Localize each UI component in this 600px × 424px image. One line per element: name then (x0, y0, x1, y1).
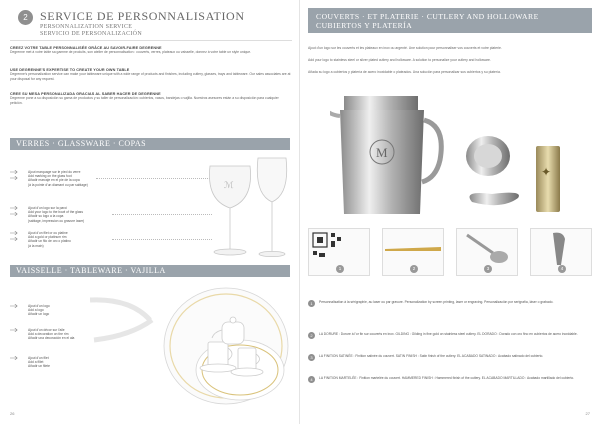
glass-feature-line: Ajout d'un logo sur la paroi (28, 206, 67, 210)
intro-en-heading: USE DEGRENNE'S EXPERTISE TO CREATE YOUR OWN TABLE (10, 68, 130, 72)
glass-feature-line: Add marking on the glass foot (28, 174, 72, 179)
arrow-icon (10, 231, 18, 235)
wine-glasses-illustration (196, 154, 292, 264)
arrow-icon (10, 237, 18, 241)
tableware-feature-line: Ajout d'un filet (28, 356, 49, 360)
thumb-hammered (530, 228, 592, 276)
tableware-feature-line: Añadir una decoración en el ala (28, 336, 75, 341)
legend-number: 2 (308, 332, 315, 339)
section-number-badge: 2 (18, 10, 33, 25)
arrow-icon (10, 328, 18, 332)
cutlery-intro-en: Add your logo to stainless steel or silver plated cutlery and holloware. A solution to personalize your cutlery and holloware. (308, 58, 491, 62)
glass-feature-line: Añadir su logo a la copa (28, 214, 64, 219)
cutlery-band-title: COUVERTS · ET PLATERIE · CUTLERY AND HOLLOWARE (316, 12, 539, 21)
legend-number: 1 (308, 300, 315, 307)
page-number-right: 27 (585, 411, 590, 416)
tableware-feature-line: Ajout d'un décor sur l'aile (28, 328, 65, 332)
glassware-band: VERRES · GLASSWARE · COPAS (10, 138, 290, 150)
cutlery-band-subtitle: CUBIERTOS Y PLATERÍA (316, 21, 413, 30)
qr-code-icon (309, 229, 369, 267)
thumb-number: 2 (410, 265, 418, 273)
tableware-feature-line: Add a decoration on the rim (28, 332, 69, 337)
glass-feature-line: (sablage, impression ou gravure laser) (28, 218, 85, 223)
tableware-feature-line: Add a fillet (28, 360, 44, 365)
page-subtitle-en: PERSONNALIZATION SERVICE (40, 24, 133, 30)
legend-text: LA FINITION MARTELÉE : Finition martelée du couvert. HAMMERED FINISH : Hammered finish of the cutlery. EL ACABADO MARTILLADO : Acabado martillado del cubierto. (319, 376, 575, 380)
thumb-number: 1 (336, 265, 344, 273)
page-number-left: 26 (10, 411, 15, 416)
thumb-gilding (382, 228, 444, 276)
cutlery-intro-fr: Ajout d'un logo sur les couverts et les plateaux en inox ou argenté. Une solution pour personnaliser vos couverts et votre platerie. (308, 46, 502, 50)
tableware-band: VAISSELLE · TABLEWARE · VAJILLA (10, 265, 290, 277)
glass-feature-line: Añadir marcaje en el pie de la copa (28, 178, 80, 183)
glass-feature-line: Ajout d'un filet or ou platine (28, 231, 68, 235)
legend-number: 3 (308, 354, 315, 361)
thumb-satin (456, 228, 518, 276)
cutlery-band (308, 8, 592, 33)
tableware-illustration (90, 280, 294, 410)
header-divider (10, 40, 292, 41)
etched-monogram-icon: ℳ (224, 180, 234, 190)
satin-spoon-icon (457, 229, 517, 267)
page-title: SERVICE DE PERSONNALISATION (40, 9, 245, 23)
finish-thumbnails (308, 228, 592, 276)
glass-feature-line: (à la main) (28, 243, 44, 248)
intro-en-body: Degrenne's personalization service can make your tableware unique with a wide range of products and finishes, including cutlery, glasses, trays and tableware. Our sales associates are at your disposal for any request. (10, 72, 291, 81)
gold-knife-icon (383, 229, 443, 267)
tableware-feature-line: Add a logo (28, 308, 44, 313)
intro-en (10, 68, 292, 81)
cutlery-intro-es: Añada su logo a cubiertos y platería de acero inoxidable o plateados. Una solución para personalizar sus cubiertos y su platería. (308, 70, 501, 74)
glass-feature-line: (à la pointe d'un diamant ou par sablage) (28, 182, 88, 187)
intro-fr (10, 46, 292, 55)
glass-feature-line: Añadir un filo de oro o platino (28, 239, 71, 244)
arrow-icon (10, 170, 18, 174)
page-subtitle-es: SERVICIO DE PERSONALIZACIÓN (40, 31, 142, 37)
tableware-feature-line: Añadir un filete (28, 364, 50, 369)
glass-feature-line: Ajout marquage sur le pied du verre (28, 170, 81, 174)
arrow-icon (10, 356, 18, 360)
legend-text: LA FINITION SATINÉE : Finition satinée du couvert. SATIN FINISH : Satin finish of the cutlery. EL ACABADO SATINADO : Acabado satinado del cubierto. (319, 354, 544, 358)
thumb-screen-print (308, 228, 370, 276)
arrow-icon (10, 176, 18, 180)
hammered-handle-icon (531, 229, 591, 267)
right-page (300, 0, 600, 424)
legend-number: 4 (308, 376, 315, 383)
engraved-crest-icon: ✦ (541, 165, 552, 179)
tableware-feature-line: Ajout d'un logo (28, 304, 50, 308)
intro-es (10, 92, 292, 105)
holloware-photo (330, 90, 580, 220)
intro-fr-heading: CREEZ VOTRE TABLE PERSONNALISÉE GRÂCE AU SAVOIR-FAIRE DEGRENNE (10, 46, 162, 50)
legend-text: Personnalisation à la sérigraphie, au laser ou par gravure. Personalization by screen printing, laser or engraving. Personalización por serigrafía, láser o grabado. (319, 300, 554, 304)
arrow-icon (10, 212, 18, 216)
engraved-monogram-icon: M (376, 145, 388, 160)
thumb-number: 3 (484, 265, 492, 273)
legend-text: LA DORURE : Dorure à l'or fin sur couverts en inox. GILDING : Gilding in fine gold on stainless steel cutlery. EL DORADO : Dorado con oro fino en cubiertos de acero inoxidable. (319, 332, 578, 336)
arrow-icon (10, 304, 18, 308)
glass-feature-line: Add your logo to the bowl of the glass (28, 210, 83, 215)
intro-es-heading: CREE SU MESA PERSONALIZADA GRACIAS AL SABER HACER DE DEGRENNE (10, 92, 161, 96)
arrow-icon (10, 206, 18, 210)
tableware-feature-line: Añadir un logo (28, 312, 50, 317)
thumb-number: 4 (558, 265, 566, 273)
glass-feature-line: Add a gold or platinum rim (28, 235, 67, 240)
intro-es-body: Degrenne pone a su disposición su gama de productos y su taller de personalización: cubiertos, vasos, bandejas o vajilla. Nuestros asesores están a su disposición para cualquier petición. (10, 96, 279, 105)
intro-fr-body: Degrenne met à votre table sa gamme de produits, son atelier de personnalisation : couverts, verres, plateaux ou vaisselle, donnez à votre table un style unique. (10, 50, 252, 55)
